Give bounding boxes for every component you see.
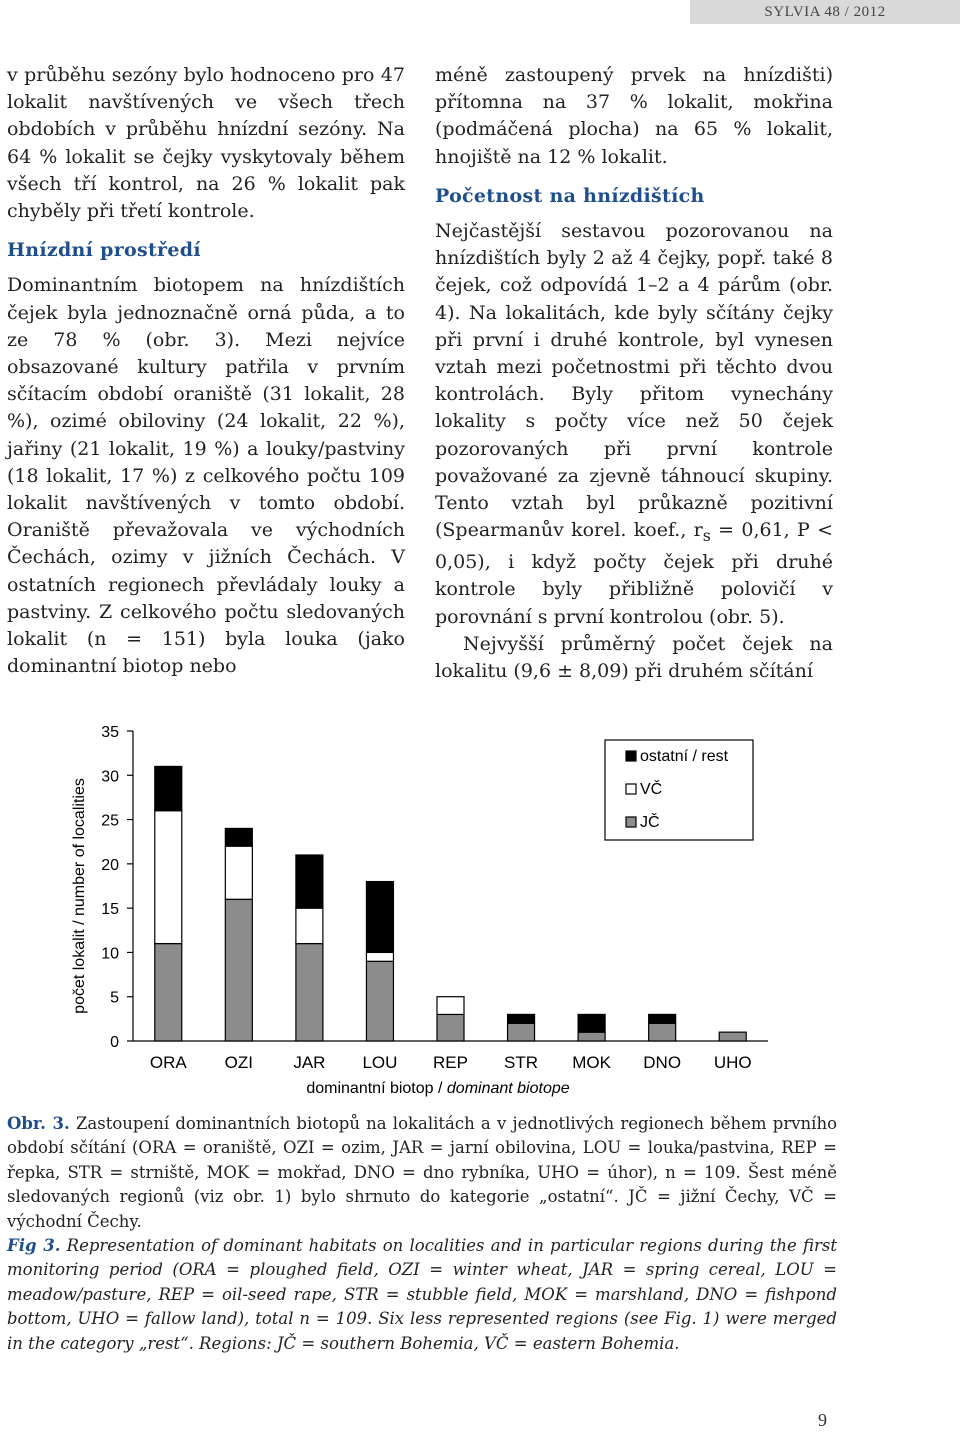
x-tick-label: REP xyxy=(433,1053,468,1072)
subscript: s xyxy=(702,526,711,546)
caption-czech xyxy=(7,1112,837,1234)
x-tick-label: OZI xyxy=(224,1053,254,1072)
bar-segment-dno xyxy=(649,1023,676,1041)
paragraph: méně zastoupený prvek na hnízdišti) přítomna na 37 % lokalit, mokřina (podmáčená plocha) na 65 % lokalit, hnojiště na 12 % lokalit. xyxy=(435,64,833,168)
x-tick-label: ORA xyxy=(149,1053,187,1072)
bar-segment-jar xyxy=(296,855,323,908)
paragraph-text: Nejčastější sestavou pozorovanou na hnízdištích byly 2 až 4 čejky, popř. také 8 čejek, což odpovídá 1–2 a 4 párům (obr. 4). Na lokalitách, kde byly sčítány čejky při první i druhé kontrole, byl vynesen vztah mezi početnostmi při těchto dvou kontrolách. Byly přitom vynechány lokality s počty více než 50 čejek pozorovaných při první kontrole považované za zjevně táhnoucí skupiny. Tento vztah byl průkazně pozitivní (Spearmanův korel. koef., r xyxy=(435,220,833,542)
bar-segment-lou xyxy=(366,961,393,1041)
section-heading: Hnízdní prostředí xyxy=(7,239,201,262)
bar-segment-uho xyxy=(719,1032,746,1041)
bar-segment-ozi xyxy=(225,899,252,1041)
page-number: 9 xyxy=(818,1410,827,1430)
bar-segment-lou xyxy=(366,882,393,953)
paragraph-text: = 0,61, P < 0,05), i když počty čejek při druhé kontrole byly přibližně polovičí v porovnání s první kontrolou (obr. 5). xyxy=(435,519,833,628)
y-tick-label: 15 xyxy=(101,901,119,919)
x-tick-label: JAR xyxy=(293,1053,326,1072)
bar-segment-dno xyxy=(649,1014,676,1023)
bar-segment-rep xyxy=(437,1014,464,1041)
bar-segment-ora xyxy=(155,766,182,810)
x-axis-title-cz: dominantní biotop / xyxy=(306,1080,447,1097)
x-axis-title-en: dominant biotope xyxy=(446,1080,570,1097)
y-tick-label: 5 xyxy=(110,989,119,1007)
y-tick-label: 35 xyxy=(101,724,119,741)
paragraph xyxy=(435,218,833,631)
bar-segment-ozi xyxy=(225,828,252,846)
y-tick-label: 25 xyxy=(101,812,119,830)
x-tick-label: DNO xyxy=(643,1053,682,1072)
bar-segment-jar xyxy=(296,908,323,943)
bar-segment-str xyxy=(508,1014,535,1023)
legend-swatch xyxy=(626,751,636,761)
caption-label-en: Fig 3. xyxy=(7,1236,61,1256)
caption-english xyxy=(7,1234,837,1356)
y-tick-label: 10 xyxy=(101,945,119,963)
figure-caption xyxy=(7,1112,837,1356)
caption-label-cz: Obr. 3. xyxy=(7,1114,70,1133)
bar-segment-rep xyxy=(437,997,464,1015)
left-column xyxy=(7,62,405,680)
y-tick-label: 30 xyxy=(101,768,119,786)
bar-segment-jar xyxy=(296,944,323,1041)
paragraph: Nejvyšší průměrný počet čejek na lokalitu (9,6 ± 8,09) při druhém sčítání xyxy=(435,632,833,683)
paragraph: Dominantním biotopem na hnízdištích čejek byla jednoznačně orná půda, a to ze 78 % (obr. 3). Mezi nejvíce obsazované kultury patřila v prvním sčítacím období oraniště (31 lokalit, 28 %), ozimé obiloviny (24 lokalit, 22 %), jařiny (21 lokalit, 19 %) a louky/pastviny (18 lokalit, 17 %) z celkového počtu 109 lokalit navštívených v tomto období. Oraniště převažovala ve východních Čechách, ozimy v jižních Čechách. V ostatních regionech převládaly louky a pastviny. Z celkového počtu sledovaných lokalit (n = 151) byla louka (jako dominantní biotop nebo xyxy=(7,274,405,678)
y-axis-title: počet lokalit / number of localities xyxy=(71,778,88,1014)
bar-segment-lou xyxy=(366,952,393,961)
bar-chart xyxy=(0,712,960,1112)
x-tick-label: STR xyxy=(504,1053,539,1072)
bar-segment-ora xyxy=(155,944,182,1041)
bar-segment-ozi xyxy=(225,846,252,899)
legend-label: ostatní / rest xyxy=(640,748,729,765)
y-tick-label: 0 xyxy=(110,1034,119,1051)
bar-segment-str xyxy=(508,1023,535,1041)
x-axis-title xyxy=(306,1080,569,1097)
legend-swatch xyxy=(626,784,636,794)
caption-text-en: Representation of dominant habitats on localities and in particular regions during the first monitoring period (ORA = ploughed field, OZI = winter wheat, JAR = spring cereal, LOU = meadow/pasture, REP = oil-seed rape, STR = stubble field, MOK = marshland, DNO = fishpond bottom, UHO = fallow land), total n = 109. Six less represented regions (see Fig. 1) were merged in the category „rest“. Regions: JČ = southern Bohemia, VČ = eastern Bohemia. xyxy=(7,1236,837,1353)
legend-label: JČ xyxy=(640,814,660,831)
paragraph: v průběhu sezóny bylo hodnoceno pro 47 lokalit navštívených ve všech třech obdobích v průběhu hnízdní sezóny. Na 64 % lokalit se čejky vyskytovaly během všech tří kontrol, na 26 % lokalit pak chyběly při třetí kontrole. xyxy=(7,64,405,223)
bar-segment-mok xyxy=(578,1032,605,1041)
caption-text-cz: Zastoupení dominantních biotopů na lokalitách a v jednotlivých regionech během prvního období sčítání (ORA = oraniště, OZI = ozim, JAR = jarní obilovina, LOU = louka/pastvina, REP = řepka, STR = strniště, MOK = mokřad, DNO = dno rybníka, UHO = úhor), n = 109. Šest méně sledovaných regionů (viz obr. 1) bylo shrnuto do kategorie „ostatní“. JČ = jižní Čechy, VČ = východní Čechy. xyxy=(7,1114,838,1231)
section-heading: Početnost na hnízdištích xyxy=(435,184,705,207)
legend-swatch xyxy=(626,817,636,827)
figure-3-chart xyxy=(0,712,960,1112)
bar-segment-ora xyxy=(155,811,182,944)
right-column xyxy=(435,62,833,685)
legend-label: VČ xyxy=(640,781,663,798)
x-tick-label: MOK xyxy=(572,1053,611,1072)
y-tick-label: 20 xyxy=(101,856,119,874)
x-tick-label: LOU xyxy=(362,1053,398,1072)
journal-header: SYLVIA 48 / 2012 xyxy=(690,0,960,24)
bar-segment-mok xyxy=(578,1014,605,1032)
x-tick-label: UHO xyxy=(713,1053,752,1072)
